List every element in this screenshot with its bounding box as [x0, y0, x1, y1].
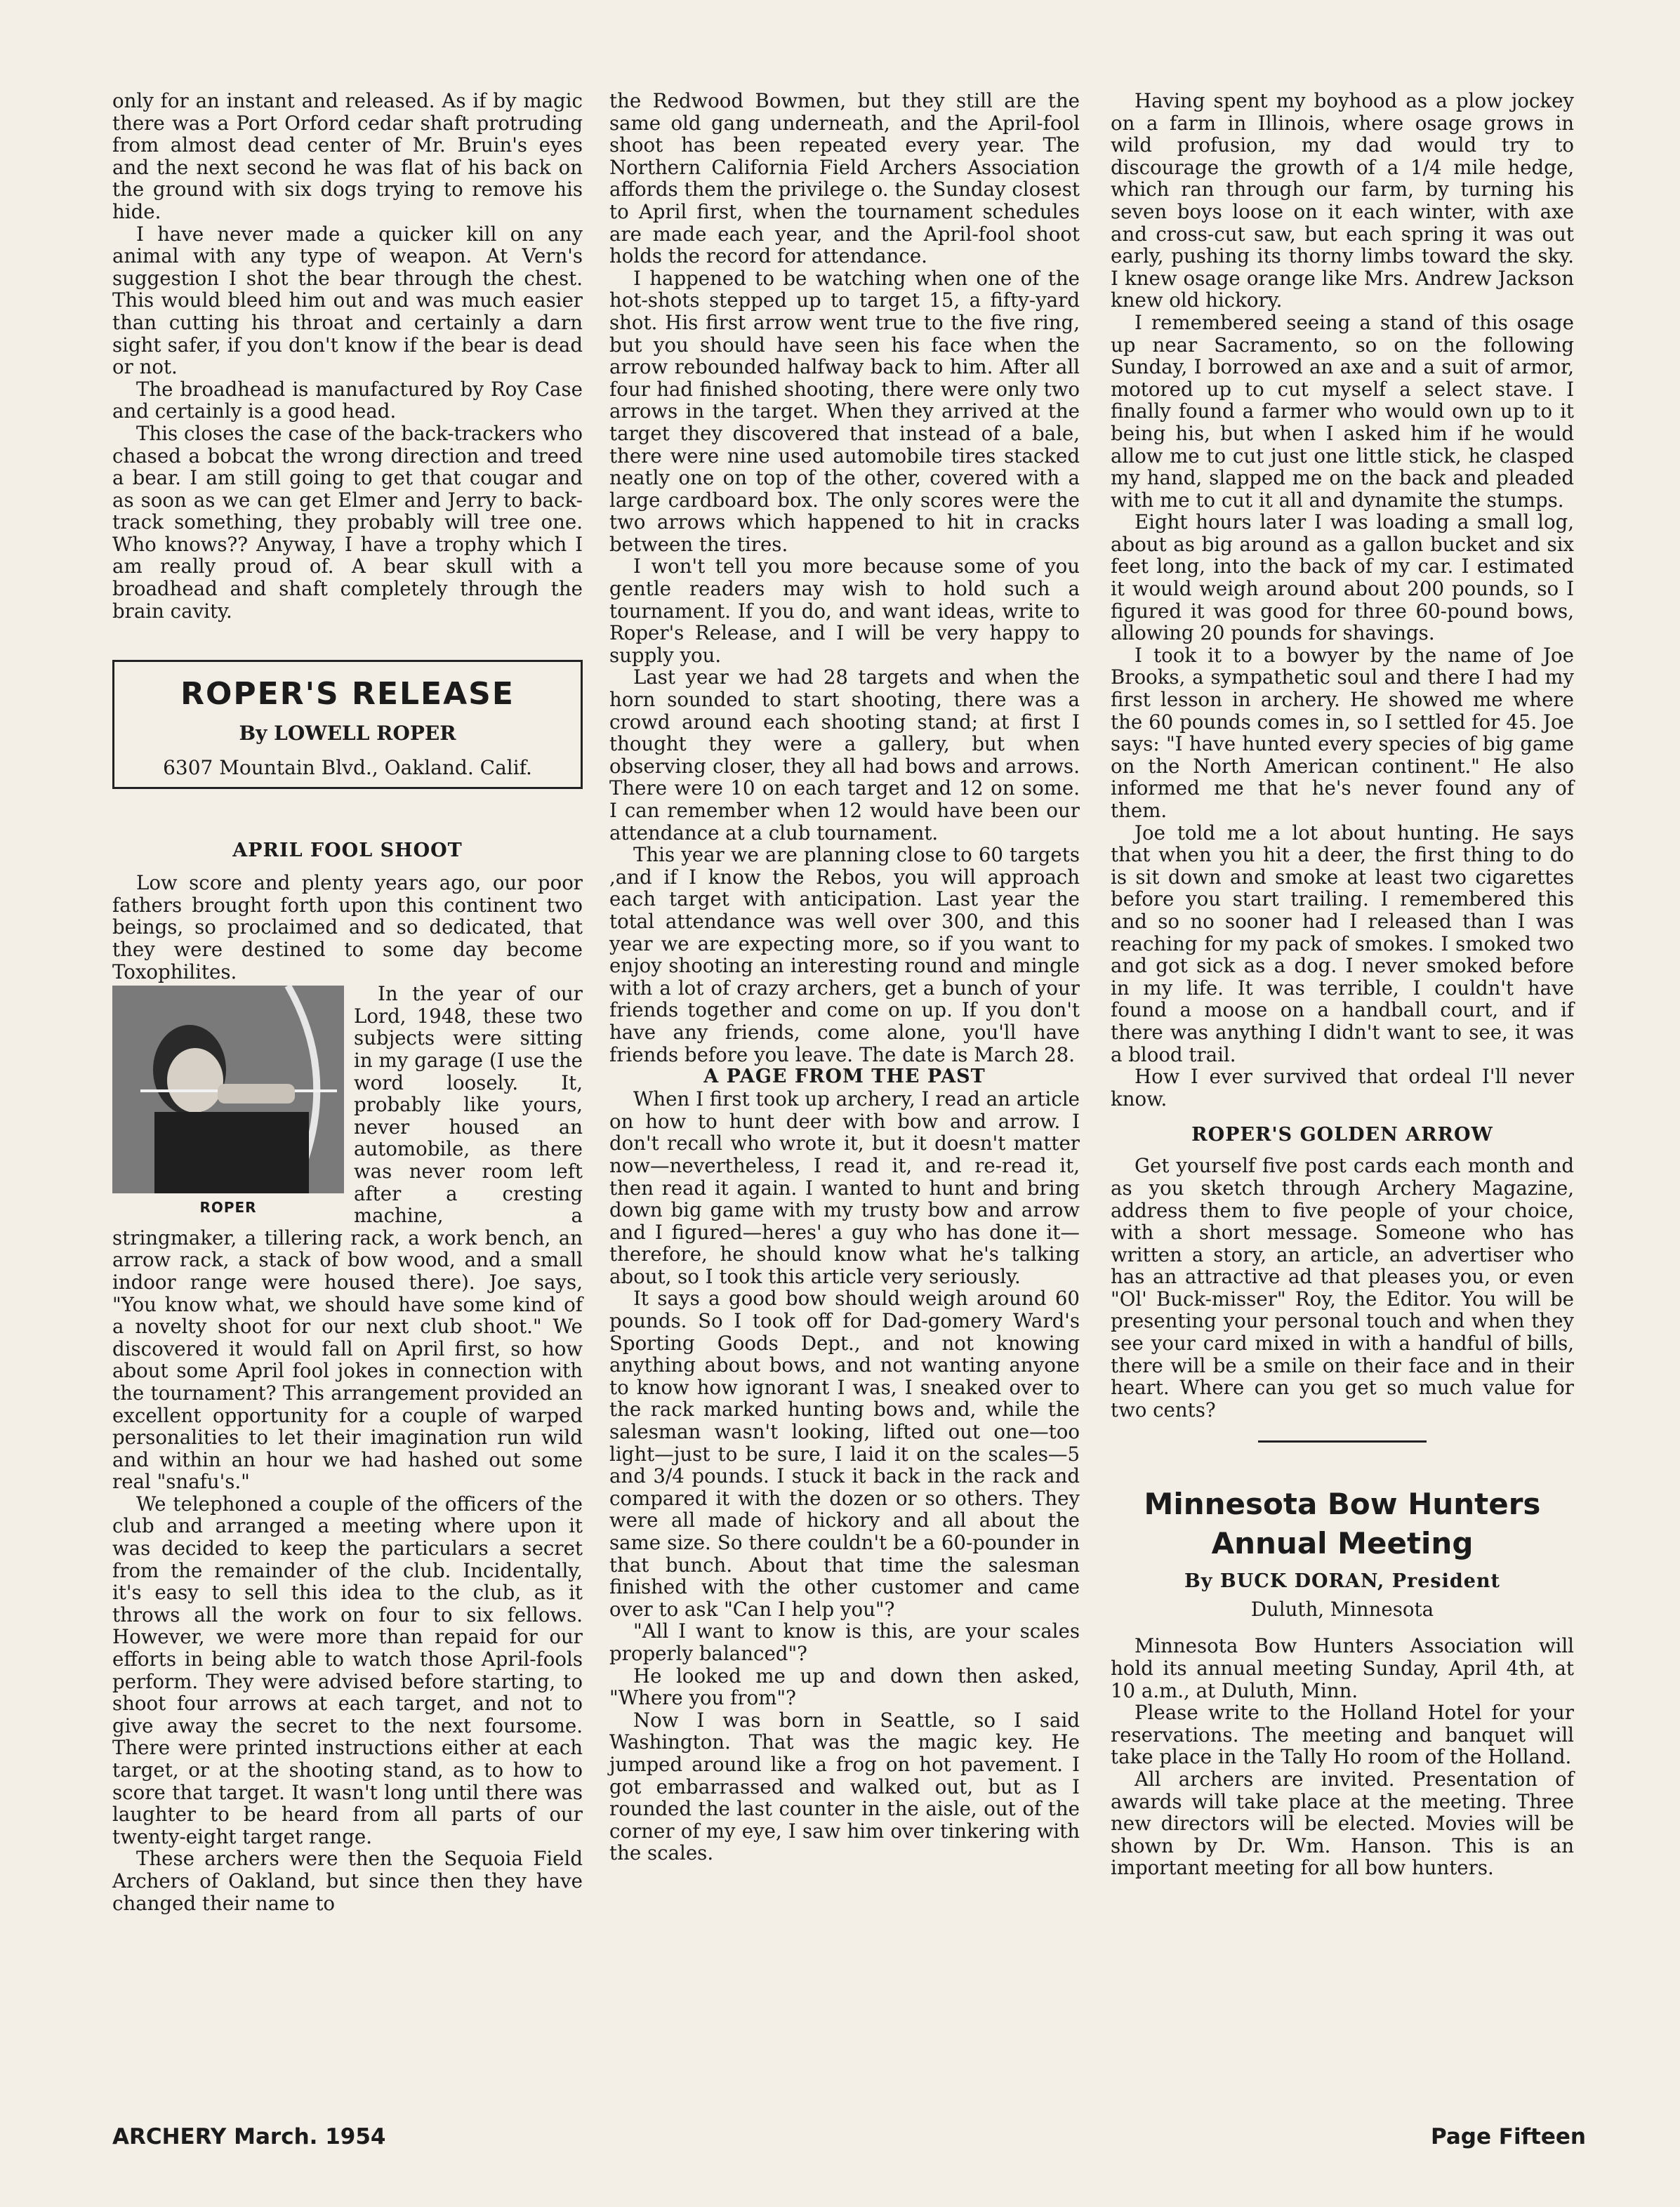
footer-publication: ARCHERY March. 1954: [112, 2124, 386, 2149]
paragraph: Get yourself five post cards each month and as you sketch through Archery Magazine, address them to five people of your choice, with a short message. Someone who has written a story, an article, an advertiser who has an attractive ad that pleases you, or even "Ol' Buck-misser" Roy, the Editor. You will be presenting your personal touch and when they see your card mixed in with a handful of bills, there will be a smile on their face and in their heart. Where can you get so much value for two cents?: [1111, 1154, 1574, 1421]
paragraph: When I first took up archery, I read an article on how to hunt deer with bow and arrow. I don't recall who wrote it, but it doesn't matter now—nevertheless, I read it, and re-read it, then read it again. I wanted to hunt and bring down big game with my trusty bow and arrow and I figured—heres' a guy who has done it—therefore, he should know what he's talking about, so I took this article very seriously.: [609, 1087, 1080, 1288]
article-title-line-1: Minnesota Bow Hunters: [1144, 1487, 1541, 1522]
paragraph: The broadhead is manufactured by Roy Case and certainly is a good head.: [112, 377, 583, 423]
footer-page-number: Page Fifteen: [1430, 2124, 1586, 2149]
paragraph: This closes the case of the back-trackers who chased a bobcat the wrong direction and treed a bear. I am still going to get that cougar and as soon as we can get Elmer and Jerry to back-track something, they probably will tree one. Who knows?? Anyway, I have a trophy which I am really proud of. A bear skull with a broadhead and shaft completely through the brain cavity.: [112, 421, 583, 623]
column-1: [112, 90, 583, 1914]
paragraph: I remembered seeing a stand of this osage up near Sacramento, so on the following Sunday, I borrowed an axe and a suit of armor, motored up to cut myself a select stave. I finally found a farmer who would own up to it being his, but when I asked him if he would allow me to cut just one little stick, he clasped my hand, slapped me on the back and pleaded with me to cut it all and dynamite the stumps.: [1111, 310, 1574, 512]
column-title: ROPER'S RELEASE: [180, 676, 515, 713]
paragraph: He looked me up and down then asked, "Where you from"?: [609, 1664, 1080, 1710]
paragraph: I have never made a quicker kill on any animal with any type of weapon. At Vern's suggestion I shot the bear through the chest. This would bleed him out and was much easier than cutting his throat and certainly a darn sight safer, if you don't know if the bear is dead or not.: [112, 222, 583, 379]
paragraph: Eight hours later I was loading a small log, about as big around as a gallon bucket and six feet long, into the back of my car. I estimated it would weigh around about 200 pounds, so I figured it was good for three 60-pound bows, allowing 20 pounds for shavings.: [1111, 510, 1574, 645]
column-address: 6307 Mountain Blvd., Oakland. Calif.: [163, 756, 532, 780]
section-heading: A PAGE FROM THE PAST: [703, 1066, 986, 1088]
column-header-box: [112, 660, 583, 789]
paragraph: Having spent my boyhood as a plow jockey on a farm in Illinois, where osage grows in wild profusion, my dad would try to discourage the growth of a 1/4 mile hedge, which ran through our farm, by turning his seven boys loose on it each winter, with axe and cross-cut saw, but each spring it was out early, pushing its thorny limbs toward the sky. I knew osage orange like Mrs. Andrew Jackson knew old hickory.: [1111, 89, 1574, 312]
paragraph: Now I was born in Seattle, so I said Washington. That was the magic key. He jumped around like a frog on hot pavement. I got embarrassed and walked out, but as I rounded the last counter in the aisle, out of the corner of my eye, I saw him over tinkering with the scales.: [609, 1708, 1080, 1865]
paragraph: the Redwood Bowmen, but they still are the same old gang underneath, and the April-fool shoot has been repeated every year. The Northern California Field Archers Association affords them the privilege o. the Sunday closest to April first, when the tournament schedules are made each year, and the April-fool shoot holds the record for attendance.: [609, 89, 1080, 268]
section-heading: ROPER'S GOLDEN ARROW: [1191, 1124, 1493, 1146]
paragraph: only for an instant and released. As if by magic there was a Port Orford cedar shaft protruding from almost dead center of Mr. Bruin's eyes and the next second he was flat of his back on the ground with six dogs trying to remove his hide.: [112, 89, 583, 223]
column-3: [1111, 90, 1574, 1879]
paragraph: Minnesota Bow Hunters Association will hold its annual meeting Sunday, April 4th, at 10 a.m., at Duluth, Minn.: [1111, 1634, 1574, 1702]
column-byline: By LOWELL ROPER: [239, 722, 456, 745]
paragraph: Low score and plenty years ago, our poor fathers brought forth upon this continent two beings, so proclaimed and so dedicated, that they were destined to some day become Toxophilites.: [112, 871, 583, 983]
column-2: [609, 90, 1080, 1864]
author-photo: [112, 986, 344, 1224]
paragraph: Joe told me a lot about hunting. He says that when you hit a deer, the first thing to do is sit down and smoke at least two cigarettes before you start trailing. I remembered this and so no sooner had I released than I was reaching for my pack of smokes. I smoked two and got sick as a dog. I never smoked before in my life. It was terrible, I couldn't have found a moose on a handball court, and if there was anything I didn't want to see, it was a blood trail.: [1111, 821, 1574, 1066]
paragraph: This year we are planning close to 60 targets ,and if I know the Rebos, you will approach each target with anticipation. Last year the total attendance was well over 300, and this year we are expecting more, so if you want to enjoy shooting an interesting round and mingle with a lot of crazy archers, get a bunch of your friends together and come on up. If you don't have any friends, come alone, you'll have friends before you leave. The date is March 28.: [609, 843, 1080, 1066]
paragraph: These archers were then the Sequoia Field Archers of Oakland, but since then they have changed their name to: [112, 1847, 583, 1915]
paragraph: It says a good bow should weigh around 60 pounds. So I took off for Dad-gomery Ward's Sporting Goods Dept., and not knowing anything about bows, and not wanting anyone to know how ignorant I was, I sneaked over to the rack marked hunting bows and, while the salesman wasn't looking, lifted out one—too light—just to be sure, I laid it on the scales—5 and 3/4 pounds. I stuck it back in the rack and compared it with the dozen or so others. They were all made of hickory and all about the same size. So there couldn't be a 60-pounder in that bunch. About that time the salesman finished with the other customer and came over to ask "Can I help you"?: [609, 1287, 1080, 1621]
paragraph: I won't tell you more because some of you gentle readers may wish to hold such a tournament. If you do, and want ideas, write to Roper's Release, and I will be very happy to supply you.: [609, 555, 1080, 667]
article-title-line-2: Annual Meeting: [1211, 1526, 1474, 1561]
section-heading: APRIL FOOL SHOOT: [232, 840, 463, 862]
paragraph: Last year we had 28 targets and when the horn sounded to start shooting, there was a crowd around each shooting stand; at first I thought they were a gallery, but when observing closer, they all had bows and arrows. There were 10 on each target and 12 on some. I can remember when 12 would have been our attendance at a club tournament.: [609, 665, 1080, 844]
paragraph: Please write to the Holland Hotel for your reservations. The meeting and banquet will take place in the Tally Ho room of the Holland.: [1111, 1701, 1574, 1769]
archer-photo-image: [112, 986, 344, 1193]
paragraph: We telephoned a couple of the officers of the club and arranged a meeting where upon it was decided to keep the particulars a secret from the remainder of the club. Incidentally, it's easy to sell this idea to the club, as it throws all the work on four to six fellows. However, we were more than repaid for our efforts in being able to watch those April-fools perform. They were advised before starting, to shoot four arrows at each target, and not to give away the secret to the next foursome. There were printed instructions either at each target, or at the shooting stand, as to how to score that target. It wasn't long until there was laughter to be heard from all parts of our twenty-eight target range.: [112, 1492, 583, 1848]
paragraph: In the year of our Lord, 1948, these two subjects were sitting in my garage (I use the word loosely. It, probably like yours, never housed an automobile, as there was never room left after a cresting machine, a stringmaker, a tillering rack, a work bench, an arrow rack, a stack of bow wood, and a small indoor range were housed there). Joe says, "You know what, we should have some kind of a novelty shoot for our next club shoot." We discovered it would fall on April first, so how about some April fool jokes in connection with the tournament? This arrangement provided an excellent opportunity for a couple of warped personalities to let their imagination run wild and within an hour we had hashed out some real "snafu's.": [112, 982, 583, 1494]
paragraph: "All I want to know is this, are your scales properly balanced"?: [609, 1619, 1080, 1665]
paragraph: I took it to a bowyer by the name of Joe Brooks, a sympathetic soul and there I had my first lesson in archery. He showed me where the 60 pounds comes in, so I settled for 45. Joe says: "I have hunted every species of big game on the North American continent." He also informed me that he's never found any of them.: [1111, 643, 1574, 822]
paragraph: I happened to be watching when one of the hot-shots stepped up to target 15, a fifty-yard shot. His first arrow went true to the five ring, but you should have seen his face when the arrow rebounded halfway back to him. After all four had finished shooting, there were only two arrows in the target. When they arrived at the target they discovered that instead of a bale, there were nine used automobile tires stacked neatly one on top of the other, covered with a large cardboard box. The only scores were the two arrows which happened to hit in cracks between the tires.: [609, 266, 1080, 556]
paragraph: How I ever survived that ordeal I'll never know.: [1111, 1065, 1574, 1111]
article-location: Duluth, Minnesota: [1250, 1598, 1434, 1622]
paragraph: All archers are invited. Presentation of awards will take place at the meeting. Three new directors will be elected. Movies will be shown by Dr. Wm. Hanson. This is an important meeting for all bow hunters.: [1111, 1768, 1574, 1880]
photo-caption: ROPER: [199, 1199, 257, 1217]
article-byline: By BUCK DORAN, President: [1184, 1570, 1501, 1593]
